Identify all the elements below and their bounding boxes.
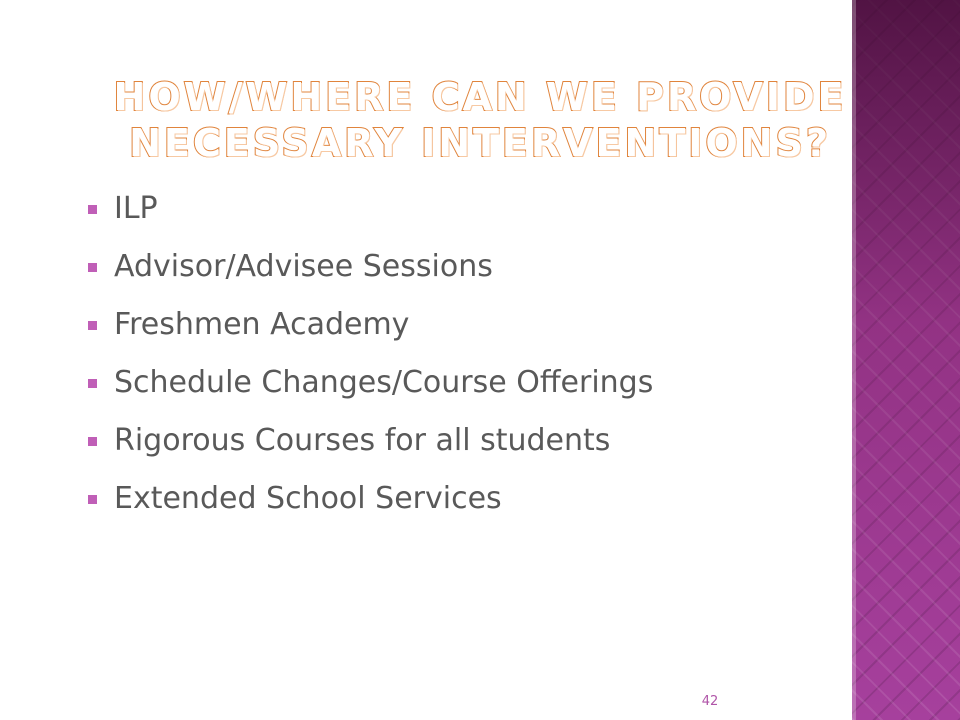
slide-title (110, 74, 850, 166)
list-item-text: Freshmen Academy (114, 307, 410, 342)
list-item (88, 412, 653, 470)
list-item (88, 296, 653, 354)
list-item-text: Extended School Services (114, 481, 502, 516)
list-item-text: ILP (114, 191, 158, 226)
slide-title-line-1: HOW/WHERE CAN WE PROVIDE (113, 75, 847, 119)
square-bullet-icon (88, 321, 97, 330)
decorative-side-band (852, 0, 960, 720)
list-item-text: Advisor/Advisee Sessions (114, 249, 493, 284)
list-item-text: Schedule Changes/Course Offerings (114, 365, 654, 400)
list-item (88, 180, 653, 238)
square-bullet-icon (88, 263, 97, 272)
square-bullet-icon (88, 379, 97, 388)
list-item (88, 238, 653, 296)
slide-title-line-2: NECESSARY INTERVENTIONS? (129, 121, 831, 165)
list-item (88, 470, 653, 528)
page-number: 42 (701, 694, 719, 709)
list-item (88, 354, 653, 412)
bullet-list (88, 180, 653, 528)
list-item-text: Rigorous Courses for all students (114, 423, 611, 458)
square-bullet-icon (88, 437, 97, 446)
square-bullet-icon (88, 205, 97, 214)
square-bullet-icon (88, 495, 97, 504)
